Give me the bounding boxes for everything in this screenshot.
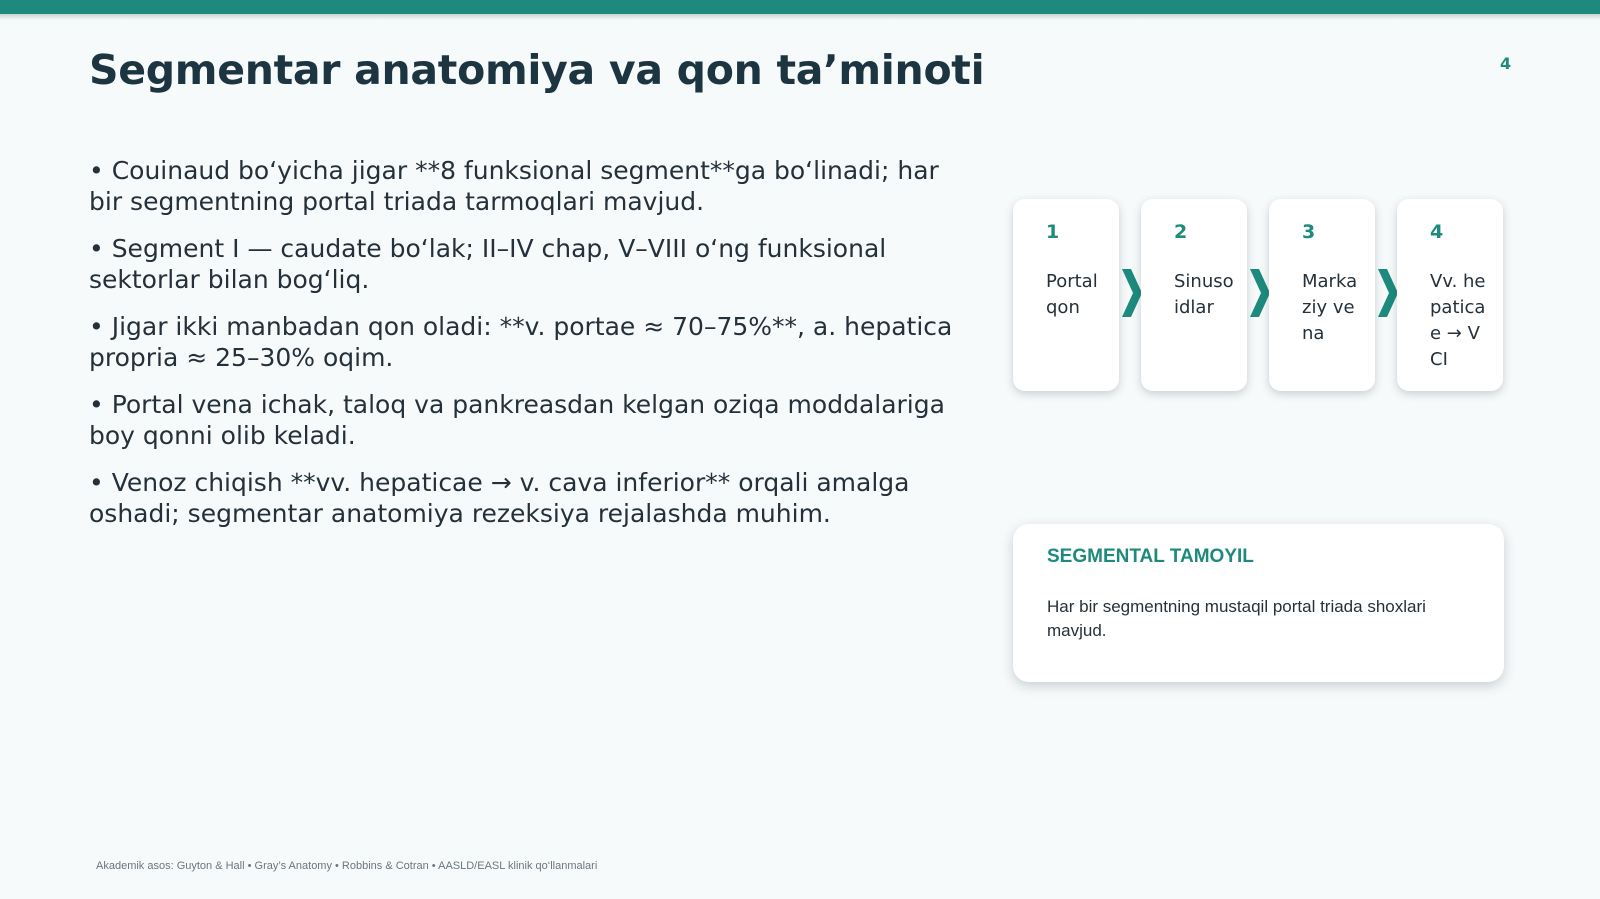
step-number: 3 bbox=[1302, 221, 1316, 243]
bullet-item: • Couinaud bo‘yicha jigar **8 funksional segment**ga bo‘linadi; har bir segmentning portal triada tarmoqlari mavjud. bbox=[89, 156, 939, 216]
bullet-list bbox=[89, 155, 969, 545]
bullet-item: • Portal vena ichak, taloq va pankreasdan kelgan oziqa moddalariga boy qonni olib keladi. bbox=[89, 390, 945, 450]
page-number: 4 bbox=[1500, 54, 1512, 73]
top-accent-bar bbox=[0, 0, 1600, 14]
flow-step-3 bbox=[1269, 199, 1375, 391]
flow-step-4 bbox=[1397, 199, 1503, 391]
step-label: Markaziy vena bbox=[1302, 271, 1358, 344]
bullet-item: • Jigar ikki manbadan qon oladi: **v. portae ≈ 70–75%**, a. hepatica propria ≈ 25–30% oqim. bbox=[89, 312, 953, 372]
step-number: 2 bbox=[1174, 221, 1188, 243]
chevron-right-icon bbox=[1246, 269, 1270, 317]
top-bar-shadow bbox=[0, 14, 1600, 20]
principle-card bbox=[1013, 524, 1504, 682]
bullet-item: • Segment I — caudate bo‘lak; II–IV chap, V–VIII o‘ng funksional sektorlar bilan bog‘liq. bbox=[89, 234, 887, 294]
chevron-right-icon bbox=[1374, 269, 1398, 317]
footer-sources: Akademik asos: Guyton & Hall • Gray’s Anatomy • Robbins & Cotran • AASLD/EASL klinik qo‘llanmalari bbox=[96, 860, 598, 872]
flow-step-2 bbox=[1141, 199, 1247, 391]
chevron-right-icon bbox=[1118, 269, 1142, 317]
step-number: 4 bbox=[1430, 221, 1444, 243]
card-title: SEGMENTAL TAMOYIL bbox=[1047, 546, 1254, 567]
step-label: Portal qon bbox=[1046, 271, 1098, 318]
slide-title: Segmentar anatomiya va qon ta’minoti bbox=[89, 46, 985, 94]
flow-step-1 bbox=[1013, 199, 1119, 391]
card-text: Har bir segmentning mustaqil portal triada shoxlari mavjud. bbox=[1047, 597, 1426, 640]
bullet-item: • Venoz chiqish **vv. hepaticae → v. cava inferior** orqali amalga oshadi; segmentar anatomiya rezeksiya rejalashda muhim. bbox=[89, 468, 910, 528]
step-number: 1 bbox=[1046, 221, 1060, 243]
step-label: Sinusoidlar bbox=[1174, 271, 1234, 318]
step-label: Vv. hepaticae → VCI bbox=[1430, 271, 1486, 370]
